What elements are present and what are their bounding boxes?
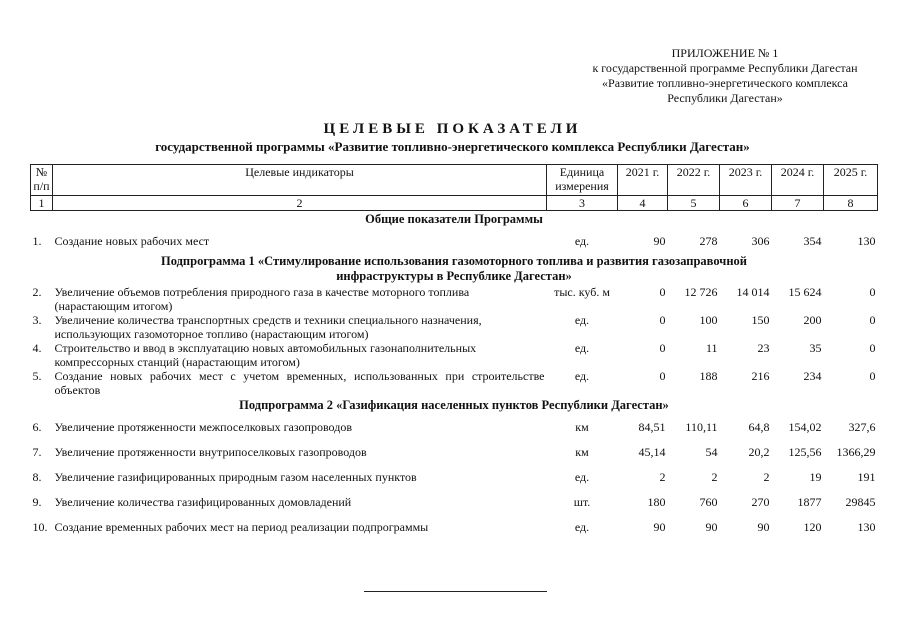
value-2023: 2 bbox=[763, 469, 770, 484]
section-title-line-2: инфраструктуры в Республике Дагестан» bbox=[336, 269, 572, 283]
row-unit: ед. bbox=[574, 469, 590, 484]
row-indicator: Увеличение газифицированных природным газом населенных пунктов bbox=[54, 469, 417, 484]
header-year-2025: 2025 г. bbox=[824, 165, 878, 196]
value-2025: 0 bbox=[869, 285, 876, 299]
value-2022: 188 bbox=[699, 369, 718, 383]
table-row bbox=[31, 313, 878, 341]
col-number-6: 6 bbox=[720, 196, 772, 211]
table-row bbox=[31, 414, 878, 439]
table-header-row bbox=[31, 165, 878, 196]
value-2023: 216 bbox=[751, 369, 770, 383]
row-number: 2. bbox=[32, 285, 42, 299]
table-row bbox=[31, 285, 878, 313]
appendix-line-1: ПРИЛОЖЕНИЕ № 1 bbox=[671, 46, 779, 60]
row-number: 1. bbox=[32, 233, 42, 248]
appendix-note bbox=[560, 46, 890, 106]
row-number: 3. bbox=[32, 313, 42, 327]
value-2022: 54 bbox=[705, 444, 718, 459]
value-2022: 12 726 bbox=[684, 285, 718, 299]
row-indicator: Увеличение количества транспортных средств и техники специального назначения, использующих газомоторное топливо (нарастающим итогом) bbox=[54, 313, 482, 341]
value-2021: 84,51 bbox=[638, 419, 666, 434]
document-title: ЦЕЛЕВЫЕ ПОКАЗАТЕЛИ bbox=[323, 121, 582, 137]
header-indicators: Целевые индикаторы bbox=[53, 165, 547, 196]
row-unit: ед. bbox=[574, 519, 590, 534]
footer-divider-line bbox=[364, 591, 547, 592]
row-indicator: Увеличение количества газифицированных домовладений bbox=[54, 494, 352, 509]
row-indicator: Увеличение протяженности внутрипоселковых газопроводов bbox=[54, 444, 367, 459]
value-2022: 2 bbox=[711, 469, 718, 484]
indicators-table bbox=[30, 164, 878, 539]
value-2023: 20,2 bbox=[748, 444, 770, 459]
header-year-2023: 2023 г. bbox=[720, 165, 772, 196]
value-2022: 760 bbox=[699, 494, 718, 509]
value-2025: 130 bbox=[857, 519, 876, 534]
row-unit: ед. bbox=[574, 341, 590, 355]
row-unit: ед. bbox=[574, 313, 590, 327]
table-row bbox=[31, 341, 878, 369]
section-general bbox=[31, 211, 878, 229]
value-2021: 0 bbox=[659, 313, 666, 327]
col-number-5: 5 bbox=[668, 196, 720, 211]
value-2021: 90 bbox=[653, 519, 666, 534]
header-number bbox=[31, 165, 53, 196]
row-unit: шт. bbox=[573, 494, 591, 509]
value-2022: 278 bbox=[699, 233, 718, 248]
column-numbers-row bbox=[31, 196, 878, 211]
section-title bbox=[31, 253, 878, 285]
value-2024: 200 bbox=[803, 313, 822, 327]
header-year-2021: 2021 г. bbox=[618, 165, 668, 196]
row-indicator: Создание новых рабочих мест с учетом временных, использованных при строительстве объектов bbox=[54, 369, 545, 397]
header-number-line-2: п/п bbox=[33, 179, 50, 193]
header-year-2024: 2024 г. bbox=[772, 165, 824, 196]
value-2024: 234 bbox=[803, 369, 822, 383]
value-2023: 306 bbox=[751, 233, 770, 248]
value-2025: 130 bbox=[857, 233, 876, 248]
value-2025: 0 bbox=[869, 341, 876, 355]
col-number-7: 7 bbox=[772, 196, 824, 211]
col-number-8: 8 bbox=[824, 196, 878, 211]
value-2023: 64,8 bbox=[748, 419, 770, 434]
value-2021: 0 bbox=[659, 285, 666, 299]
value-2021: 2 bbox=[659, 469, 666, 484]
row-indicator: Создание временных рабочих мест на период реализации подпрограммы bbox=[54, 519, 429, 534]
document-subtitle: государственной программы «Развитие топливно-энергетического комплекса Республики Дагестан» bbox=[155, 139, 750, 154]
row-indicator: Строительство и ввод в эксплуатацию новых автомобильных газонаполнительных компрессорных станций (нарастающим итогом) bbox=[54, 341, 477, 369]
header-year-2022: 2022 г. bbox=[668, 165, 720, 196]
row-number: 4. bbox=[32, 341, 42, 355]
value-2024: 154,02 bbox=[788, 419, 822, 434]
value-2025: 191 bbox=[857, 469, 876, 484]
appendix-line-2: к государственной программе Республики Дагестан bbox=[592, 61, 858, 75]
header-unit bbox=[547, 165, 618, 196]
row-indicator: Создание новых рабочих мест bbox=[54, 233, 210, 248]
value-2025: 1366,29 bbox=[836, 444, 876, 459]
value-2021: 0 bbox=[659, 369, 666, 383]
header-number-line-1: № bbox=[35, 165, 48, 179]
col-number-4: 4 bbox=[618, 196, 668, 211]
value-2021: 180 bbox=[647, 494, 666, 509]
header-unit-line-1: Единица bbox=[559, 165, 605, 179]
row-number: 8. bbox=[32, 469, 42, 484]
table-row bbox=[31, 514, 878, 539]
section-title: Подпрограмма 2 «Газификация населенных пунктов Республики Дагестан» bbox=[239, 398, 669, 412]
appendix-line-3: «Развитие топливно-энергетического комплекса bbox=[602, 76, 848, 90]
value-2025: 327,6 bbox=[848, 419, 876, 434]
row-indicator: Увеличение объемов потребления природного газа в качестве моторного топлива (нарастающим итогом) bbox=[54, 285, 470, 313]
value-2023: 150 bbox=[751, 313, 770, 327]
value-2023: 90 bbox=[757, 519, 770, 534]
row-unit: ед. bbox=[574, 233, 590, 248]
value-2024: 19 bbox=[809, 469, 822, 484]
value-2025: 29845 bbox=[845, 494, 876, 509]
value-2021: 0 bbox=[659, 341, 666, 355]
table-row bbox=[31, 228, 878, 253]
col-number-1: 1 bbox=[31, 196, 53, 211]
col-number-2: 2 bbox=[53, 196, 547, 211]
row-unit: тыс. куб. м bbox=[554, 285, 610, 299]
row-number: 6. bbox=[32, 419, 42, 434]
value-2021: 90 bbox=[653, 233, 666, 248]
row-number: 5. bbox=[32, 369, 42, 383]
table-row bbox=[31, 439, 878, 464]
row-unit: ед. bbox=[574, 369, 590, 383]
value-2022: 100 bbox=[699, 313, 718, 327]
value-2023: 14 014 bbox=[736, 285, 770, 299]
header-unit-line-2: измерения bbox=[555, 179, 609, 193]
table-row bbox=[31, 464, 878, 489]
value-2024: 35 bbox=[809, 341, 822, 355]
value-2025: 0 bbox=[869, 313, 876, 327]
row-indicator: Увеличение протяженности межпоселковых газопроводов bbox=[54, 419, 352, 434]
value-2022: 110,11 bbox=[685, 419, 718, 434]
row-unit: км bbox=[575, 419, 589, 434]
table-row bbox=[31, 489, 878, 514]
value-2025: 0 bbox=[869, 369, 876, 383]
value-2024: 354 bbox=[803, 233, 822, 248]
section-subprogram-2 bbox=[31, 397, 878, 414]
row-number: 9. bbox=[32, 494, 42, 509]
value-2021: 45,14 bbox=[638, 444, 666, 459]
table-row bbox=[31, 369, 878, 397]
row-unit: км bbox=[575, 444, 589, 459]
section-title: Общие показатели Программы bbox=[365, 212, 543, 226]
row-number: 10. bbox=[32, 519, 48, 534]
value-2024: 125,56 bbox=[788, 444, 822, 459]
value-2022: 11 bbox=[705, 341, 718, 355]
col-number-3: 3 bbox=[547, 196, 618, 211]
value-2023: 270 bbox=[751, 494, 770, 509]
row-number: 7. bbox=[32, 444, 42, 459]
appendix-line-4: Республики Дагестан» bbox=[667, 91, 783, 105]
section-title-line-1: Подпрограмма 1 «Стимулирование использования газомоторного топлива и развития газозаправочной bbox=[161, 254, 747, 268]
value-2024: 15 624 bbox=[788, 285, 822, 299]
value-2022: 90 bbox=[705, 519, 718, 534]
value-2024: 1877 bbox=[797, 494, 822, 509]
section-subprogram-1 bbox=[31, 253, 878, 285]
value-2023: 23 bbox=[757, 341, 770, 355]
value-2024: 120 bbox=[803, 519, 822, 534]
